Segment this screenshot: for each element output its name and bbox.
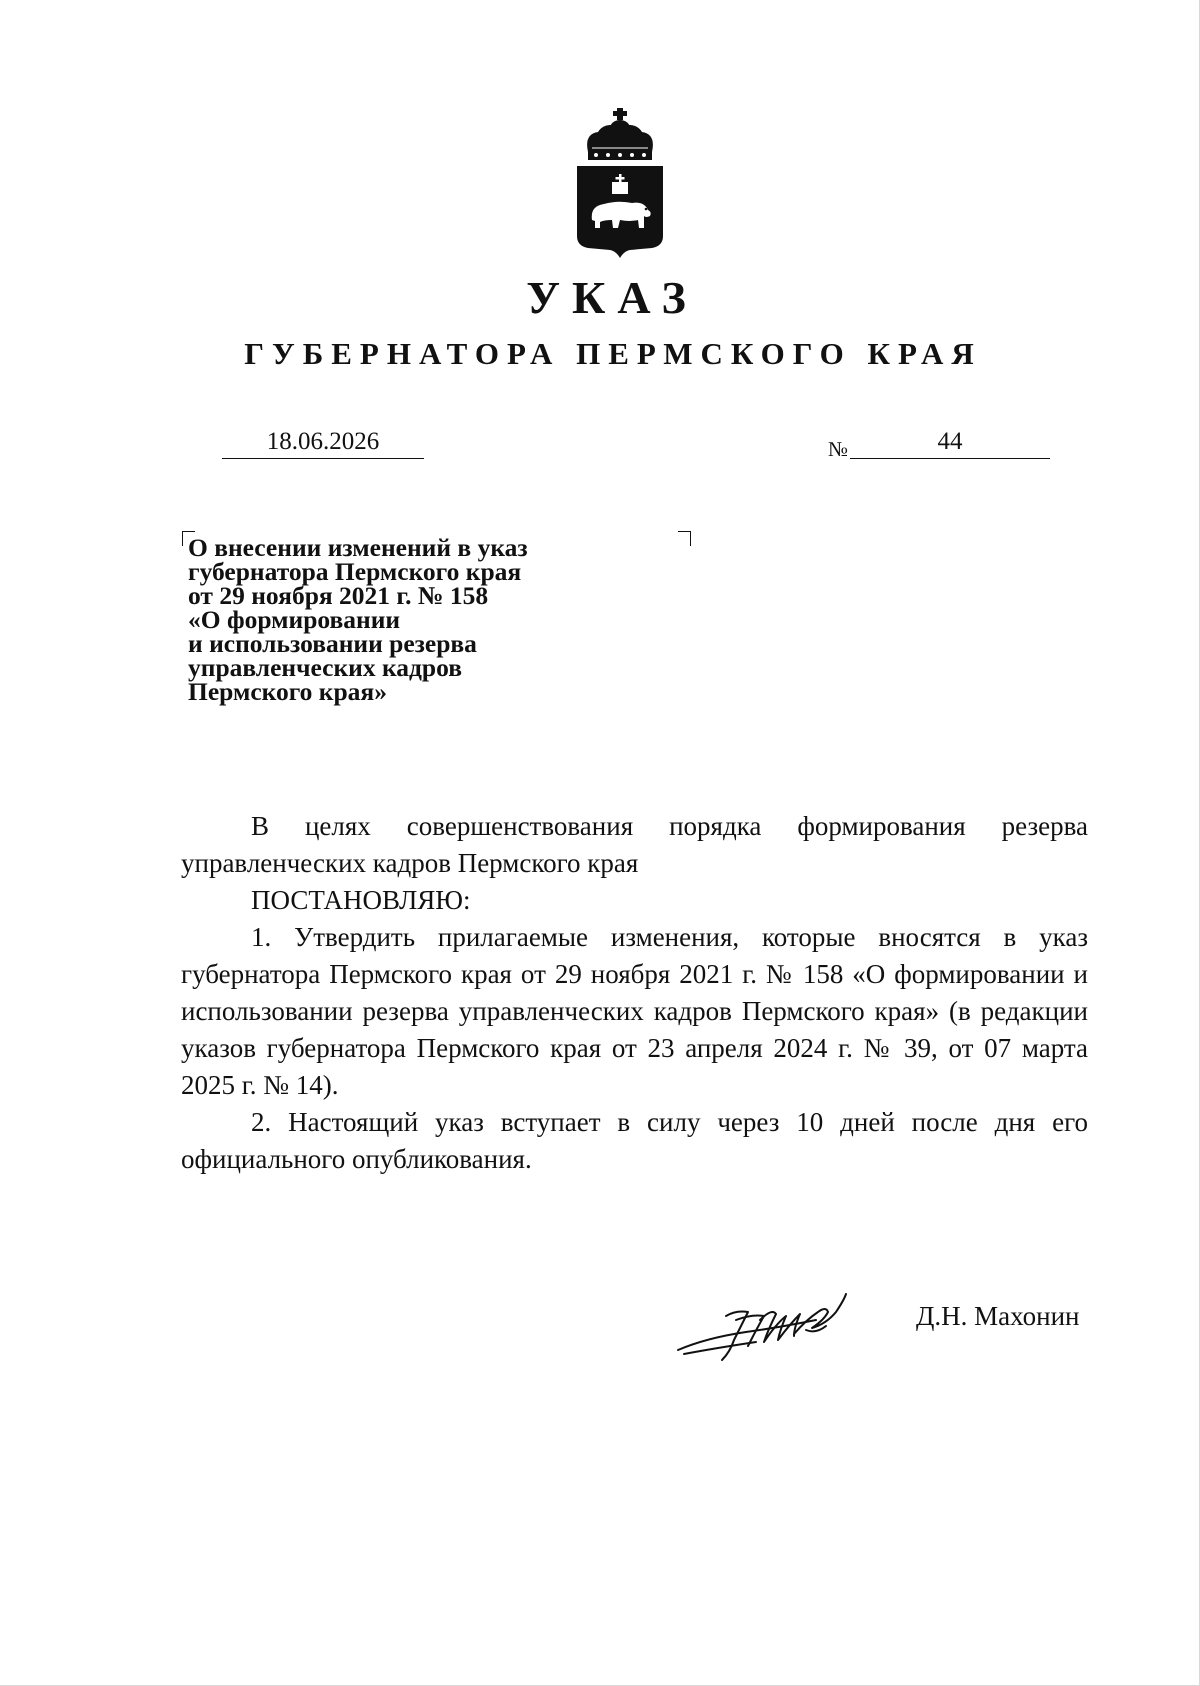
preamble-paragraph: В целях совершенствования порядка формирования резерва управленческих кадров Пермского края [181, 811, 1088, 878]
subject-line: и использовании резерва [188, 629, 477, 658]
coat-of-arms-icon [574, 108, 666, 260]
signature-image [676, 1290, 848, 1370]
document-body [181, 808, 1088, 1178]
subject-line: «О формировании [188, 605, 401, 634]
number-label: № [828, 437, 849, 461]
subject-line: О внесении изменений в указ [188, 533, 528, 562]
subject-line: губернатора Пермского края [188, 557, 522, 586]
subject-corner-mark-right [678, 531, 691, 546]
issuing-authority-heading: ГУБЕРНАТОРА ПЕРМСКОГО КРАЯ [244, 336, 982, 371]
subject-line: управленческих кадров [188, 653, 462, 682]
subject-line: от 29 ноября 2021 г. № 158 [188, 581, 489, 610]
document-type-heading: УКАЗ [526, 272, 698, 323]
item-1-paragraph: 1. Утвердить прилагаемые изменения, которые вносятся в указ губернатора Пермского края от 29 ноября 2021 г. № 158 «О формировании и использовании резерва управленческих кадров Пермского края» (в редакции указов губернатора Пермского края от 23 апреля 2024 г. № 39, от 07 марта 2025 г. № 14). [181, 922, 1088, 1100]
document-date: 18.06.2026 [222, 426, 424, 459]
document-subject [188, 533, 658, 706]
document-number: 44 [850, 426, 1050, 459]
item-2-paragraph: 2. Настоящий указ вступает в силу через 10 дней после дня его официального опубликования. [181, 1107, 1088, 1174]
resolve-paragraph: ПОСТАНОВЛЯЮ: [251, 885, 471, 915]
signer-name: Д.Н. Махонин [916, 1301, 1080, 1331]
subject-line: Пермского края» [188, 677, 387, 706]
